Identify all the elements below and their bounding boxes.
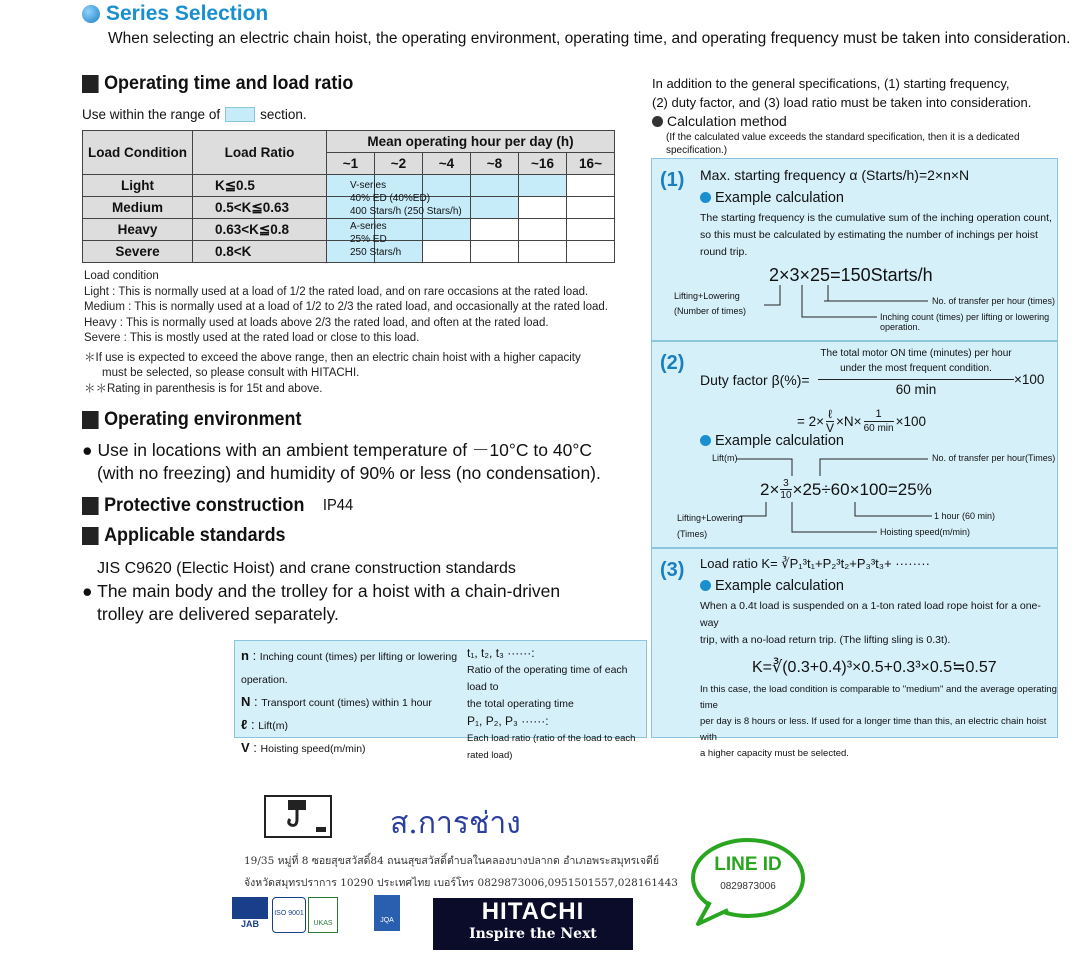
environment-heading: Operating environment: [82, 408, 301, 431]
standards-heading: Applicable standards: [82, 524, 286, 547]
iso-cert: ISO 9001: [272, 897, 306, 933]
hour-col: ~8: [471, 153, 519, 175]
company-address: 19/35 หมู่ที่ 8 ซอยสุขสวัสดิ์84 ถนนสุขสวัสดิ์ตำบลในคลองบางปลากด อำเภอพระสมุทรเจดีย์ จังหวัดสมุทรปราการ 10290 ประเทศไทย เบอร์โทร 0829873006,0951501557,028161443: [244, 855, 678, 889]
hour-col: 16~: [567, 153, 615, 175]
hour-col: ~4: [423, 153, 471, 175]
hook-icon: [266, 797, 330, 836]
bullet-icon: [652, 116, 663, 127]
jab-cert: JAB: [232, 897, 268, 933]
hour-col: ~1: [327, 153, 375, 175]
bullet-icon: [700, 580, 711, 591]
intro-text: When selecting an electric chain hoist, the operating environment, operating time, and operating frequency must be taken into consideration.: [108, 30, 1071, 47]
calc-box-duty-factor: (2) Duty factor β(%)= The total motor ON time (minutes) per hour under the most frequent condition. 60 min ×100 = 2× ℓ V ×N× 1 60 min ×100 Example calculation Lift(m) No. of transfer per hour(Times) 2× $\frac{3}{10}$ ×25÷60×100=25% Lifting+Lowering (Times) 1 hour (60 min) Hoisting speed(m/min): [651, 341, 1058, 548]
hoist-logo: [264, 795, 332, 838]
col-condition: Load Condition: [83, 131, 193, 175]
load-ratio-heading: Operating time and load ratio: [82, 72, 353, 95]
protective-heading: Protective construction IP44: [82, 494, 353, 517]
col-hours: Mean operating hour per day (h): [327, 131, 615, 153]
aseries-label: A-series 25% ED 250 Stars/h: [350, 221, 402, 258]
square-bullet-icon: [82, 527, 99, 545]
jqa-cert: JQA: [374, 895, 400, 931]
standards-text: JIS C9620 (Electic Hoist) and crane construction standards ● The main body and the trolley for a hoist with a chain-driven trolley are delivered separately.: [82, 560, 561, 624]
vseries-label: V-series 40% ED (40%ED) 400 Stars/h (250 Stars/h): [350, 180, 462, 217]
hour-col: ~2: [375, 153, 423, 175]
table-row: Severe 0.8<K: [83, 241, 615, 263]
hour-col: ~16: [519, 153, 567, 175]
calc-box-starting-frequency: (1) Max. starting frequency α (Starts/h)=2×n×N Example calculation The starting frequency is the cumulative sum of the inching operation count, so this must be calculated by estimating the number of inchings per hoist round trip. 2×3×25=150Starts/h Lifting+Lowering (Number of times) No. of transfer per hour (times) Inching count (times) per lifting or lowering operation.: [651, 158, 1058, 341]
company-name: ส.การช่าง: [390, 806, 521, 841]
page-title: Series Selection: [82, 2, 268, 26]
range-swatch: [225, 107, 255, 122]
table-row: Medium 0.5<K≦0.63: [83, 197, 615, 219]
load-ratio-table-wrap: [82, 130, 615, 263]
table-row: Heavy 0.63<K≦0.8: [83, 219, 615, 241]
hitachi-logo: HITACHI Inspire the Next: [433, 898, 633, 950]
load-ratio-table: [82, 130, 615, 263]
environment-text: ● Use in locations with an ambient temperature of －10°C to 40°C (with no freezing) and humidity of 90% or less (no condensation).: [82, 440, 601, 483]
right-intro: In addition to the general specifications, (1) starting frequency, (2) duty factor, and (3) load ratio must be taken into consideration. Calculation method (If the calculated value exceeds the standard specification, then it is a dedicated specification.): [652, 76, 1032, 156]
ukas-cert: UKAS: [308, 897, 338, 933]
table-row: Light K≦0.5: [83, 175, 615, 197]
bullet-icon: [82, 5, 100, 23]
square-bullet-icon: [82, 411, 99, 429]
line-id-badge: LINE ID 0829873006: [688, 836, 808, 926]
square-bullet-icon: [82, 75, 99, 93]
load-condition-notes: Load condition Light : This is normally used at a load of 1/2 the rated load, and on rare occasions at the rated load. Medium : This is normally used at a load of 1/2 to 2/3 the rated load, and occasionally at the rated load. Heavy : This is normally used at loads above 2/3 the rated load, and often at the rated load. Severe : This is mostly used at the rated load or close to this load. ＊If use is expected to exceed the above range, then an electric chain hoist with a higher capacity must be selected, so please consult with HITACHI. ＊＊Rating in parenthesis is for 15t and above.: [84, 270, 608, 395]
range-note: Use within the range of section.: [82, 107, 307, 122]
square-bullet-icon: [82, 497, 99, 515]
col-ratio: Load Ratio: [193, 131, 327, 175]
symbol-legend: n : Inching count (times) per lifting or lowering operation. N : Transport count (times) within 1 hour ℓ : Lift(m) V : Hoisting speed(m/min) t₁, t₂, t₃ ······: Ratio of the operating time of each load to the total operating time P₁, P₂, P₃ ······: Each load ratio (ratio of the load to each rated load): [234, 640, 647, 738]
calc-box-load-ratio: (3) Load ratio K= ∛P₁³t₁+P₂³t₂+P₃³t₃+ ········ Example calculation When a 0.4t load is suspended on a 1-ton rated load rope hoist for a one-way trip, with a no-load return trip. (The lifting sling is 0.3t). K=∛(0.3+0.4)³×0.5+0.3³×0.5≒0.57 In this case, the load condition is comparable to "medium" and the average operating time per day is 8 hours or less. If used for a longer time than this, an electric chain hoist with a higher capacity must be selected.: [651, 548, 1058, 738]
